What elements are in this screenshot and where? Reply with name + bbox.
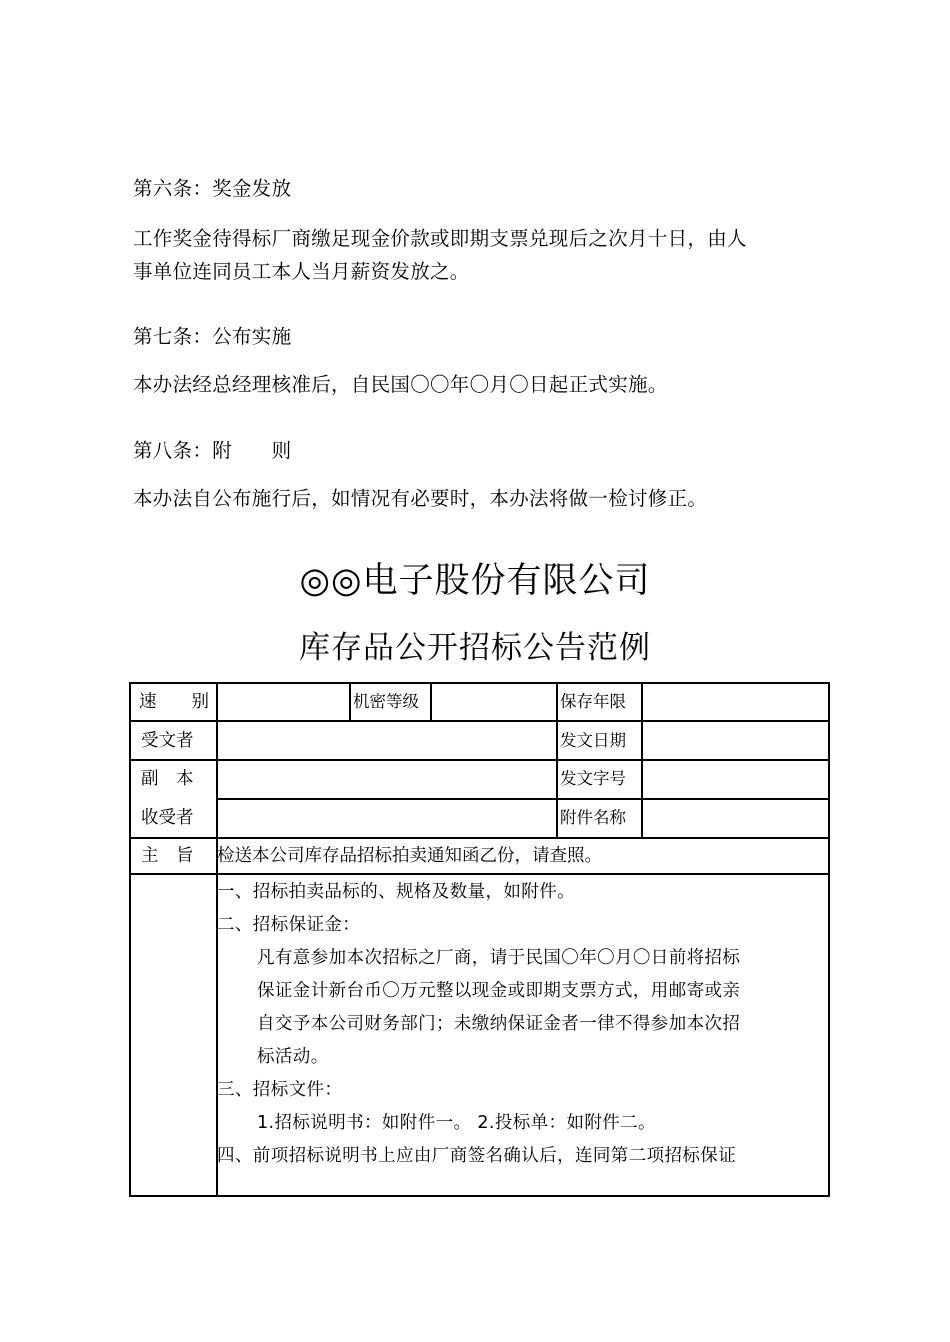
issue-date-label: 发文日期: [560, 731, 626, 750]
article-6-line-1: 工作奖金待得标厂商缴足现金价款或即期支票兑现后之次月十日，由人: [133, 227, 747, 250]
body-line: 自交予本公司财务部门；未缴纳保证金者一律不得参加本次招: [257, 1014, 741, 1034]
copy-label: 副 本: [141, 769, 194, 789]
body-line: 标活动。: [257, 1047, 329, 1067]
column-divider: [349, 684, 351, 721]
column-divider: [430, 684, 432, 721]
column-divider: [216, 684, 218, 1195]
body-line: 保证金计新台币〇万元整以现金或即期支票方式，用邮寄或亲: [257, 981, 741, 1001]
article-6-line-2: 事单位连同员工本人当月薪资发放之。: [133, 260, 470, 283]
secret-level-label: 机密等级: [353, 692, 419, 711]
notice-form-table: [129, 682, 830, 1197]
row-divider: [131, 873, 828, 875]
row-divider: [131, 720, 828, 722]
article-6-heading: 第六条：奖金发放: [133, 177, 292, 200]
body-line: 1.招标说明书：如附件一。 2.投标单：如附件二。: [257, 1113, 656, 1133]
copy-recipient-label: 收受者: [141, 808, 194, 828]
document-title: 库存品公开招标公告范例: [299, 630, 651, 666]
body-line: 凡有意参加本次招标之厂商，请于民国〇年〇月〇日前将招标: [257, 948, 741, 968]
body-line: 一、招标拍卖品标的、规格及数量，如附件。: [217, 882, 575, 902]
article-7-line-1: 本办法经总经理核准后，自民国〇〇年〇月〇日起正式实施。: [133, 373, 668, 396]
column-divider: [556, 684, 558, 838]
row-divider: [131, 759, 828, 761]
body-line: 三、招标文件：: [217, 1080, 343, 1100]
attachment-name-label: 附件名称: [560, 808, 626, 827]
row-divider: [217, 798, 828, 800]
row-divider: [131, 837, 828, 839]
recipient-label: 受文者: [141, 731, 194, 751]
speed-label: 速 别: [139, 692, 209, 712]
subject-label: 主 旨: [141, 846, 194, 866]
subject-value: 检送本公司库存品招标拍卖通知函乙份，请查照。: [217, 846, 602, 866]
article-8-heading: 第八条：附 则: [133, 439, 292, 462]
article-8-line-1: 本办法自公布施行后，如情况有必要时，本办法将做一检讨修正。: [133, 487, 708, 510]
article-7-heading: 第七条：公布实施: [133, 325, 292, 348]
company-name: ◎◎电子股份有限公司: [299, 561, 651, 601]
body-line: 四、前项招标说明书上应由厂商签名确认后，连同第二项招标保证: [217, 1146, 737, 1166]
issue-number-label: 发文字号: [560, 769, 626, 788]
column-divider: [641, 684, 643, 838]
retention-period-label: 保存年限: [560, 692, 626, 711]
body-line: 二、招标保证金：: [217, 915, 361, 935]
